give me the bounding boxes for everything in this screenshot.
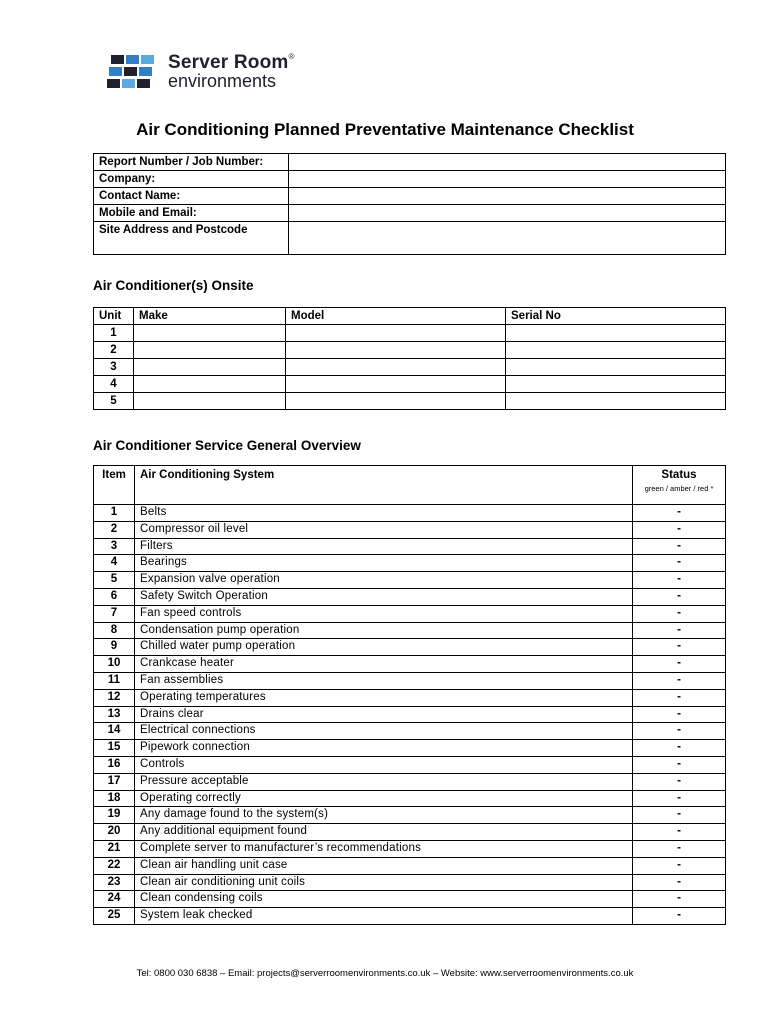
serial-cell[interactable] xyxy=(506,359,726,376)
unit-number: 5 xyxy=(94,393,134,410)
info-row xyxy=(94,188,726,205)
item-number: 18 xyxy=(94,790,135,807)
checklist-row xyxy=(94,505,726,522)
item-status[interactable]: - xyxy=(633,538,726,555)
item-status[interactable]: - xyxy=(633,807,726,824)
item-number: 3 xyxy=(94,538,135,555)
item-number: 17 xyxy=(94,773,135,790)
unit-row xyxy=(94,342,726,359)
item-number: 10 xyxy=(94,656,135,673)
item-status[interactable]: - xyxy=(633,689,726,706)
model-cell[interactable] xyxy=(286,342,506,359)
checklist-row xyxy=(94,689,726,706)
unit-number: 3 xyxy=(94,359,134,376)
checklist-row xyxy=(94,824,726,841)
item-status[interactable]: - xyxy=(633,656,726,673)
item-description: Compressor oil level xyxy=(135,521,633,538)
model-cell[interactable] xyxy=(286,325,506,342)
logo-grid-icon xyxy=(107,55,163,89)
item-status[interactable]: - xyxy=(633,740,726,757)
checklist-row xyxy=(94,740,726,757)
item-number: 21 xyxy=(94,840,135,857)
item-status[interactable]: - xyxy=(633,672,726,689)
model-cell[interactable] xyxy=(286,393,506,410)
page-title: Air Conditioning Planned Preventative Maintenance Checklist xyxy=(136,120,634,139)
checklist-row xyxy=(94,790,726,807)
unit-row xyxy=(94,376,726,393)
item-column-header: Item xyxy=(94,466,135,505)
make-cell[interactable] xyxy=(134,325,286,342)
item-status[interactable]: - xyxy=(633,773,726,790)
item-status[interactable]: - xyxy=(633,723,726,740)
units-section-heading: Air Conditioner(s) Onsite xyxy=(93,278,254,293)
info-label: Mobile and Email: xyxy=(94,205,289,222)
brand-subname: environments xyxy=(168,71,277,91)
info-row xyxy=(94,205,726,222)
item-number: 1 xyxy=(94,505,135,522)
units-table xyxy=(93,307,726,410)
checklist-row xyxy=(94,572,726,589)
make-cell[interactable] xyxy=(134,393,286,410)
info-row xyxy=(94,154,726,171)
item-number: 19 xyxy=(94,807,135,824)
item-number: 5 xyxy=(94,572,135,589)
item-description: Fan assemblies xyxy=(135,672,633,689)
info-row xyxy=(94,222,726,255)
contact-name-field[interactable] xyxy=(289,188,726,205)
page-footer: Tel: 0800 030 6838 – Email: projects@serverroomenvironments.co.uk – Website: www.serverroomenvironments.co.uk xyxy=(136,968,634,979)
item-status[interactable]: - xyxy=(633,891,726,908)
checklist-row xyxy=(94,908,726,925)
item-number: 7 xyxy=(94,605,135,622)
unit-number: 4 xyxy=(94,376,134,393)
unit-row xyxy=(94,325,726,342)
checklist-row xyxy=(94,639,726,656)
item-number: 25 xyxy=(94,908,135,925)
item-status[interactable]: - xyxy=(633,824,726,841)
item-description: Drains clear xyxy=(135,706,633,723)
make-cell[interactable] xyxy=(134,342,286,359)
item-description: System leak checked xyxy=(135,908,633,925)
item-number: 9 xyxy=(94,639,135,656)
status-header-legend: green / amber / red * xyxy=(644,484,714,493)
unit-row xyxy=(94,359,726,376)
item-number: 14 xyxy=(94,723,135,740)
item-number: 8 xyxy=(94,622,135,639)
serial-cell[interactable] xyxy=(506,376,726,393)
item-description: Clean air conditioning unit coils xyxy=(135,874,633,891)
item-description: Any damage found to the system(s) xyxy=(135,807,633,824)
item-description: Filters xyxy=(135,538,633,555)
checklist-row xyxy=(94,656,726,673)
system-column-header: Air Conditioning System xyxy=(135,466,633,505)
checklist-row xyxy=(94,773,726,790)
checklist-row xyxy=(94,756,726,773)
item-status[interactable]: - xyxy=(633,622,726,639)
item-status[interactable]: - xyxy=(633,840,726,857)
item-description: Clean condensing coils xyxy=(135,891,633,908)
model-column-header: Model xyxy=(286,308,506,325)
item-status[interactable]: - xyxy=(633,521,726,538)
item-number: 11 xyxy=(94,672,135,689)
item-status[interactable]: - xyxy=(633,756,726,773)
serial-column-header: Serial No xyxy=(506,308,726,325)
item-number: 2 xyxy=(94,521,135,538)
brand-name-text: Server Room xyxy=(168,52,289,73)
serial-cell[interactable] xyxy=(506,342,726,359)
item-description: Crankcase heater xyxy=(135,656,633,673)
item-description: Chilled water pump operation xyxy=(135,639,633,656)
item-number: 20 xyxy=(94,824,135,841)
units-header-row xyxy=(94,308,726,325)
report-info-table xyxy=(93,153,726,255)
item-status[interactable]: - xyxy=(633,706,726,723)
item-status[interactable]: - xyxy=(633,605,726,622)
item-description: Pipework connection xyxy=(135,740,633,757)
item-status[interactable]: - xyxy=(633,857,726,874)
model-cell[interactable] xyxy=(286,359,506,376)
item-number: 23 xyxy=(94,874,135,891)
item-description: Expansion valve operation xyxy=(135,572,633,589)
item-description: Condensation pump operation xyxy=(135,622,633,639)
item-number: 22 xyxy=(94,857,135,874)
checklist-row xyxy=(94,672,726,689)
status-column-header xyxy=(633,466,726,505)
checklist-row xyxy=(94,807,726,824)
item-status[interactable]: - xyxy=(633,505,726,522)
serial-cell[interactable] xyxy=(506,393,726,410)
checklist-row xyxy=(94,706,726,723)
item-description: Controls xyxy=(135,756,633,773)
item-number: 6 xyxy=(94,588,135,605)
unit-row xyxy=(94,393,726,410)
item-description: Bearings xyxy=(135,555,633,572)
item-description: Pressure acceptable xyxy=(135,773,633,790)
item-status[interactable]: - xyxy=(633,555,726,572)
model-cell[interactable] xyxy=(286,376,506,393)
info-label: Report Number / Job Number: xyxy=(94,154,289,171)
registered-mark: ® xyxy=(288,52,295,61)
item-status[interactable]: - xyxy=(633,639,726,656)
item-description: Complete server to manufacturer’s recommendations xyxy=(135,840,633,857)
item-description: Fan speed controls xyxy=(135,605,633,622)
item-number: 16 xyxy=(94,756,135,773)
item-description: Operating correctly xyxy=(135,790,633,807)
item-status[interactable]: - xyxy=(633,572,726,589)
overview-section-heading: Air Conditioner Service General Overview xyxy=(93,438,361,453)
checklist-row xyxy=(94,622,726,639)
item-description: Operating temperatures xyxy=(135,689,633,706)
checklist-row xyxy=(94,588,726,605)
unit-number: 2 xyxy=(94,342,134,359)
checklist-row xyxy=(94,605,726,622)
checklist-row xyxy=(94,874,726,891)
item-status[interactable]: - xyxy=(633,790,726,807)
make-cell[interactable] xyxy=(134,376,286,393)
serial-cell[interactable] xyxy=(506,325,726,342)
item-description: Belts xyxy=(135,505,633,522)
unit-column-header: Unit xyxy=(94,308,134,325)
make-column-header: Make xyxy=(134,308,286,325)
checklist-row xyxy=(94,555,726,572)
checklist-row xyxy=(94,840,726,857)
item-number: 24 xyxy=(94,891,135,908)
item-description: Any additional equipment found xyxy=(135,824,633,841)
checklist-header-row xyxy=(94,466,726,505)
item-status[interactable]: - xyxy=(633,874,726,891)
mobile-email-field[interactable] xyxy=(289,205,726,222)
item-number: 12 xyxy=(94,689,135,706)
checklist-row xyxy=(94,723,726,740)
item-status[interactable]: - xyxy=(633,588,726,605)
info-row xyxy=(94,171,726,188)
item-status[interactable]: - xyxy=(633,908,726,925)
checklist-row xyxy=(94,538,726,555)
info-label: Company: xyxy=(94,171,289,188)
checklist-row xyxy=(94,521,726,538)
info-label: Contact Name: xyxy=(94,188,289,205)
site-address-field[interactable] xyxy=(289,222,726,255)
company-field[interactable] xyxy=(289,171,726,188)
company-logo xyxy=(107,52,317,92)
item-description: Clean air handling unit case xyxy=(135,857,633,874)
item-description: Electrical connections xyxy=(135,723,633,740)
item-description: Safety Switch Operation xyxy=(135,588,633,605)
info-label: Site Address and Postcode xyxy=(94,222,289,255)
item-number: 15 xyxy=(94,740,135,757)
checklist-row xyxy=(94,857,726,874)
checklist-row xyxy=(94,891,726,908)
service-checklist-table xyxy=(93,465,726,925)
item-number: 4 xyxy=(94,555,135,572)
item-number: 13 xyxy=(94,706,135,723)
status-header-label: Status xyxy=(661,469,697,481)
make-cell[interactable] xyxy=(134,359,286,376)
unit-number: 1 xyxy=(94,325,134,342)
report-number-field[interactable] xyxy=(289,154,726,171)
